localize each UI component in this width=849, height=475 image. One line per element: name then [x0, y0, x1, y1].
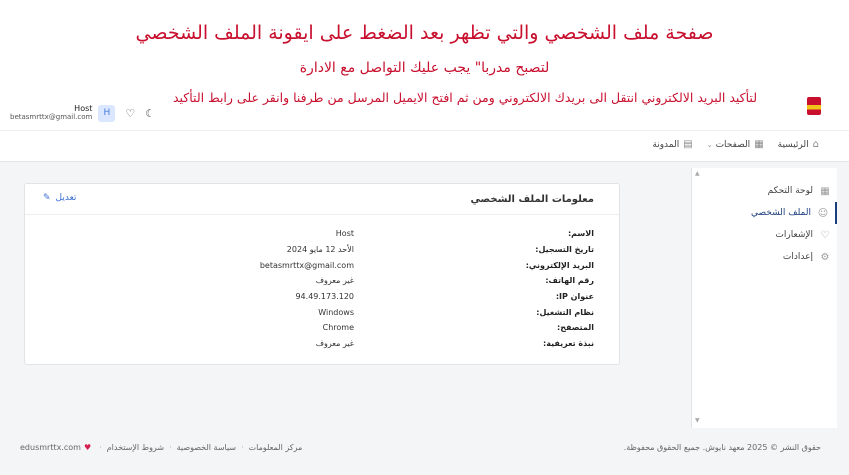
sidebar-item-dashboard[interactable]: [692, 180, 837, 202]
user-info: [10, 104, 92, 122]
row-label: البريد الإلكتروني:: [525, 260, 594, 270]
row-value: Windows: [318, 307, 354, 317]
top-header: [0, 0, 849, 130]
moon-icon[interactable]: ☾: [145, 106, 156, 120]
row-label: المتصفح:: [557, 323, 594, 333]
sidebar-item-settings[interactable]: [692, 246, 837, 268]
profile-card-title: معلومات الملف الشخصي: [470, 194, 594, 205]
main-nav: [0, 130, 849, 162]
heart-icon: ♥: [83, 443, 92, 452]
sidebar: [691, 168, 837, 428]
separator: ·: [169, 443, 172, 452]
row-label: نبذة تعريفية:: [543, 339, 594, 349]
copyright-text: حقوق النشر © 2025 معهد نايوش. جميع الحقوق محفوظة.: [623, 443, 821, 452]
nav-pages[interactable]: [707, 139, 764, 150]
chevron-down-icon: ⌄: [706, 140, 713, 149]
profile-card-header: [25, 184, 619, 215]
gear-icon: ⚙: [820, 251, 830, 263]
row-label: عنوان IP:: [555, 292, 594, 302]
sidebar-item-label: لوحة التحكم: [767, 186, 813, 196]
home-icon: ⌂: [812, 139, 819, 150]
sidebar-item-label: إعدادات: [782, 252, 813, 262]
scroll-down-icon[interactable]: ▼: [695, 417, 700, 424]
profile-row: [64, 289, 594, 305]
separator: ·: [241, 443, 244, 452]
profile-row: [64, 304, 594, 320]
nav-home-label: الرئيسية: [777, 139, 809, 150]
nav-home[interactable]: [778, 139, 819, 150]
edit-icon: ✎: [43, 193, 51, 203]
row-value: الأحد 12 مايو 2024: [286, 245, 354, 255]
announcement-subline: لتصبح مدربا" يجب عليك التواصل مع الادارة: [299, 60, 550, 76]
profile-card: [24, 183, 620, 365]
scroll-up-icon[interactable]: ▲: [695, 170, 700, 177]
footer-links: [20, 443, 302, 452]
nav-blog-label: المدونة: [652, 139, 680, 150]
user-icon: ☺: [817, 207, 829, 219]
profile-row: [64, 242, 594, 258]
footer-site-link[interactable]: edusmrttx.com: [20, 443, 81, 452]
nav-pages-label: الصفحات: [715, 139, 751, 150]
profile-row: [64, 226, 594, 242]
sidebar-item-label: الملف الشخصي: [751, 208, 811, 218]
footer: [0, 437, 849, 457]
footer-terms-link[interactable]: شروط الإستخدام: [106, 443, 165, 452]
row-label: رقم الهاتف:: [545, 276, 594, 286]
bell-icon[interactable]: ♡: [125, 106, 136, 120]
announcement-headline: صفحة ملف الشخصي والتي تظهر بعد الضغط على ايقونة الملف الشخصي: [135, 22, 714, 44]
email-confirmation-notice: لتأكيد البريد الالكتروني انتقل الى بريدك الالكتروني ومن ثم افتح الايميل المرسل من طرفنا وانقر على رابط التأكيد: [172, 90, 758, 105]
avatar[interactable]: H: [98, 105, 115, 122]
separator: ·: [99, 443, 102, 452]
row-value: غير معروف: [315, 339, 354, 349]
row-value: Host: [335, 229, 354, 239]
row-value: Chrome: [322, 323, 354, 333]
user-name: Host: [74, 104, 93, 113]
row-value: betasmrttx@gmail.com: [259, 260, 354, 270]
sidebar-item-label: الإشعارات: [775, 230, 813, 240]
nav-blog[interactable]: [652, 139, 692, 150]
footer-privacy-link[interactable]: سياسة الخصوصية: [176, 443, 237, 452]
footer-info-center-link[interactable]: مركز المعلومات: [248, 443, 303, 452]
grid-icon: ▦: [820, 185, 830, 197]
row-label: الاسم:: [567, 229, 594, 239]
profile-row: [64, 273, 594, 289]
sidebar-item-notifications[interactable]: [692, 224, 837, 246]
profile-row: [64, 320, 594, 336]
profile-row: [64, 257, 594, 273]
row-value: 94.49.173.120: [295, 292, 354, 302]
site-logo[interactable]: [807, 97, 821, 115]
profile-row: [64, 336, 594, 352]
edit-label: تعديل: [55, 193, 77, 203]
user-email: betasmrttx@gmail.com: [10, 113, 93, 121]
user-menu[interactable]: [10, 104, 155, 122]
document-icon: ▤: [683, 139, 693, 150]
row-label: تاريخ التسجيل:: [535, 245, 594, 255]
profile-details: [64, 226, 594, 352]
bell-icon: ♡: [820, 229, 830, 241]
row-value: غير معروف: [315, 276, 354, 286]
sidebar-item-profile[interactable]: [692, 202, 837, 224]
row-label: نظام التشغيل:: [536, 307, 594, 317]
edit-profile-button[interactable]: [43, 193, 76, 203]
grid-icon: ▦: [754, 139, 764, 150]
